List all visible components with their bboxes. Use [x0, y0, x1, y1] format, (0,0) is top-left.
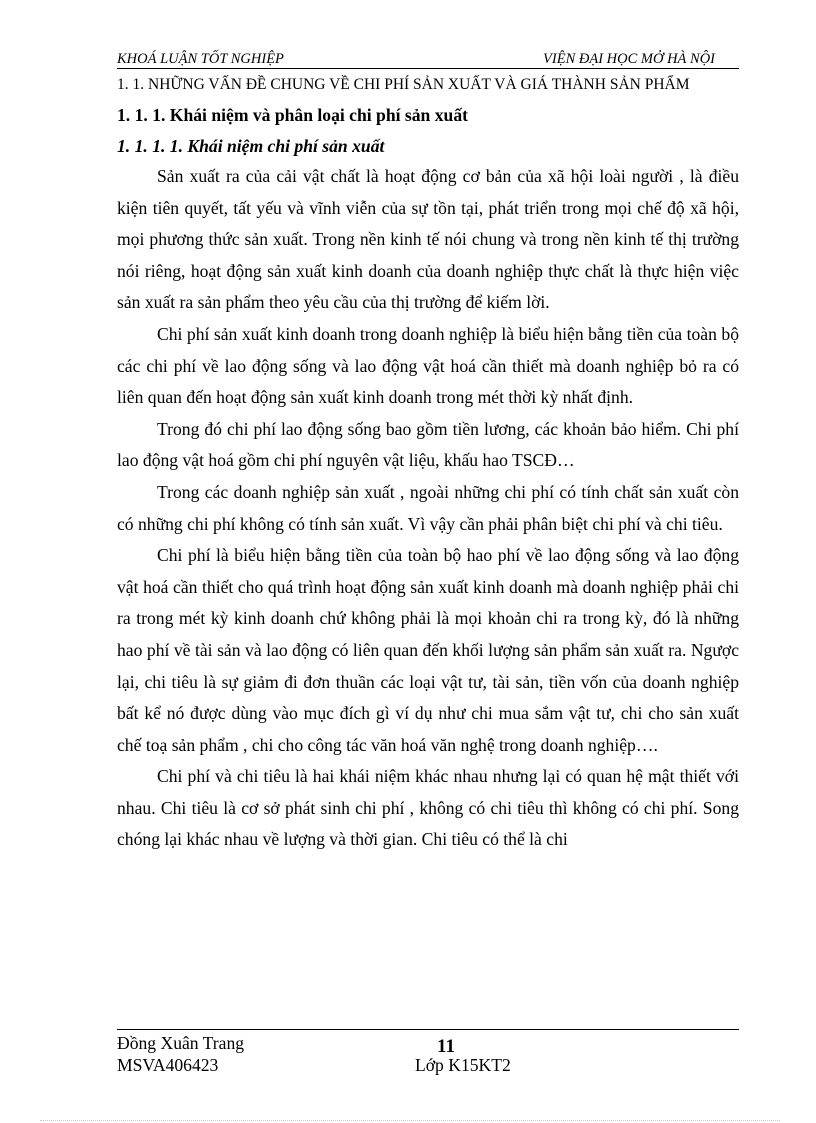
page-bottom-dotted-line [40, 1120, 780, 1121]
paragraph-6: Chi phí và chi tiêu là hai khái niệm khác nhau nhưng lại có quan hệ mật thiết với nhau. Chi tiêu là cơ sở phát sinh chi phí , không có chi tiêu thì không có chi phí. Song chóng lại khác nhau về lượng và thời gian. Chi tiêu có thể là chi [117, 766, 739, 850]
paragraph-1: Sản xuất ra của cải vật chất là hoạt động cơ bản của xã hội loài người , là điều kiện tiên quyết, tất yếu và vĩnh viễn của sự tồn tại, phát triển trong mọi chế độ xã hội, mọi phương thức sản xuất. Trong nền kinh tế nói chung và trong nền kinh tế thị trường nói riêng, hoạt động sản xuất kinh doanh của doanh nghiệp thực chất là thực hiện việc sản xuất ra sản phẩm theo yêu cầu của thị trường để kiếm lời. [117, 166, 739, 313]
paragraph-4: Trong các doanh nghiệp sản xuất , ngoài những chi phí có tính chất sản xuất còn có những chi phí không có tính sản xuất. Vì vậy cần phải phân biệt chi phí và chi tiêu. [117, 481, 739, 534]
header-thesis-label: KHOÁ LUẬN TỐT NGHIỆP [117, 51, 284, 67]
footer-class: Lớp K15KT2 [415, 1055, 511, 1075]
paragraph-5: Chi phí là biểu hiện bằng tiền của toàn bộ hao phí về lao động sống và lao động vật hoá cần thiết cho quá trình hoạt động sản xuất kinh doanh mà doanh nghiệp phải chi ra trong mét kỳ kinh doanh chứ không phải là mọi khoản chi ra trong kỳ, đó là những hao phí về tài sản và lao động có liên quan đến khối lượng sản phẩm sản xuất ra. Ngược lại, chi tiêu là sự giảm đi đơn thuần các loại vật tư, tài sản, tiền vốn của doanh nghiệp bất kể nó được dùng vào mục đích gì ví dụ như chi mua sắm vật tư, chi cho sản xuất chế toạ sản phẩm , chi cho công tác văn hoá văn nghệ trong doanh nghiệp…. [117, 545, 739, 755]
section-title: 1. 1. NHỮNG VẤN ĐỀ CHUNG VỀ CHI PHÍ SẢN XUẤT VÀ GIÁ THÀNH SẢN PHẨM [117, 76, 690, 93]
footer-author: Đồng Xuân Trang [117, 1033, 245, 1053]
footer-divider [117, 1029, 739, 1030]
subsection-heading: 1. 1. 1. Khái niệm và phân loại chi phí sản xuất [117, 105, 468, 125]
page-header [117, 49, 737, 69]
page-number: 11 [437, 1036, 455, 1057]
paragraph-2: Chi phí sản xuất kinh doanh trong doanh nghiệp là biểu hiện bằng tiền của toàn bộ các chi phí về lao động sống và lao động vật hoá cần thiết mà doanh nghiệp bỏ ra có liên quan đến hoạt động sản xuất kinh doanh trong mét thời kỳ nhất định. [117, 323, 739, 408]
page-body [117, 72, 739, 856]
header-institute-label: VIỆN ĐẠI HỌC MỞ HÀ NỘI [543, 51, 715, 67]
sub-subsection-heading: 1. 1. 1. 1. Khái niệm chi phí sản xuất [117, 136, 385, 156]
paragraph-3: Trong đó chi phí lao động sống bao gồm tiền lương, các khoản bảo hiểm. Chi phí lao động vật hoá gồm chi phí nguyên vật liệu, khấu hao TSCĐ… [117, 418, 739, 471]
header-divider [117, 68, 739, 69]
footer-student-id: MSVA406423 [117, 1055, 219, 1075]
